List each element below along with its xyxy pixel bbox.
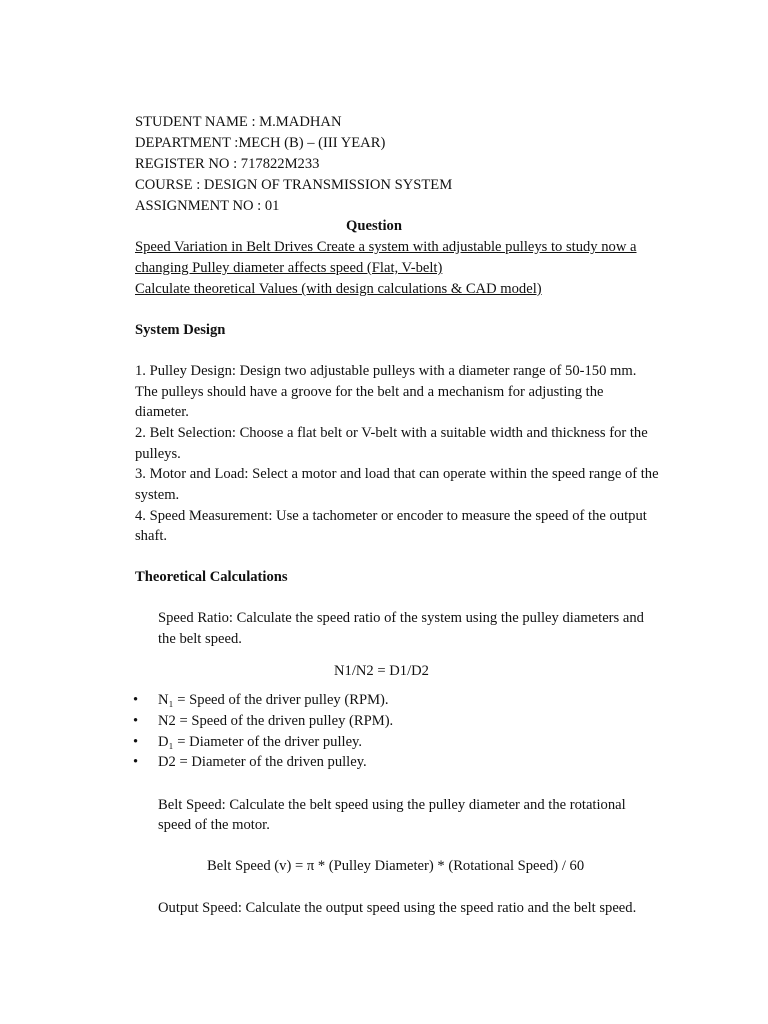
- bullet-icon: •: [133, 713, 139, 729]
- speed-ratio-text: Speed Ratio: Calculate the speed ratio of the system using the pulley diameters and: [158, 610, 644, 626]
- system-design-line: shaft.: [135, 528, 168, 544]
- system-design-line: diameter.: [135, 404, 189, 420]
- belt-speed-text: speed of the motor.: [158, 817, 270, 833]
- system-design-line: 2. Belt Selection: Choose a flat belt or V-belt with a suitable width and thickness for the: [135, 425, 648, 441]
- bullet-icon: •: [133, 692, 139, 708]
- bullet-item: D₁ = Diameter of the driver pulley.: [158, 734, 363, 750]
- bullet-item: N2 = Speed of the driven pulley (RPM).: [158, 713, 394, 729]
- system-design-line: 1. Pulley Design: Design two adjustable pulleys with a diameter range of 50-150 mm.: [135, 363, 637, 379]
- question-line-3: Calculate theoretical Values (with design calculations & CAD model): [135, 281, 542, 297]
- system-design-line: 4. Speed Measurement: Use a tachometer or encoder to measure the speed of the output: [135, 508, 647, 524]
- bullet-icon: •: [133, 754, 139, 770]
- bullet-icon: •: [133, 734, 139, 750]
- theoretical-calculations-heading: Theoretical Calculations: [135, 569, 288, 585]
- question-line-2: changing Pulley diameter affects speed (Flat, V-belt): [135, 260, 443, 276]
- question-line-1: Speed Variation in Belt Drives Create a system with adjustable pulleys to study now a: [135, 239, 637, 255]
- bullet-item: N₁ = Speed of the driver pulley (RPM).: [158, 692, 389, 708]
- speed-ratio-text: the belt speed.: [158, 631, 242, 647]
- system-design-line: 3. Motor and Load: Select a motor and load that can operate within the speed range of the: [135, 466, 659, 482]
- system-design-line: The pulleys should have a groove for the belt and a mechanism for adjusting the: [135, 384, 604, 400]
- belt-speed-text: Belt Speed: Calculate the belt speed using the pulley diameter and the rotational: [158, 797, 626, 813]
- question-heading: Question: [346, 218, 402, 234]
- register-number: REGISTER NO : 717822M233: [135, 156, 320, 172]
- system-design-heading: System Design: [135, 322, 226, 338]
- department: DEPARTMENT :MECH (B) – (III YEAR): [135, 135, 386, 151]
- system-design-line: pulleys.: [135, 446, 181, 462]
- output-speed-text: Output Speed: Calculate the output speed using the speed ratio and the belt speed.: [158, 900, 637, 916]
- speed-ratio-formula: N1/N2 = D1/D2: [334, 663, 429, 679]
- course: COURSE : DESIGN OF TRANSMISSION SYSTEM: [135, 177, 453, 193]
- student-name: STUDENT NAME : M.MADHAN: [135, 114, 342, 130]
- bullet-item: D2 = Diameter of the driven pulley.: [158, 754, 367, 770]
- belt-speed-formula: Belt Speed (v) = π * (Pulley Diameter) * (Rotational Speed) / 60: [207, 858, 585, 874]
- assignment-number: ASSIGNMENT NO : 01: [135, 198, 280, 214]
- system-design-line: system.: [135, 487, 180, 503]
